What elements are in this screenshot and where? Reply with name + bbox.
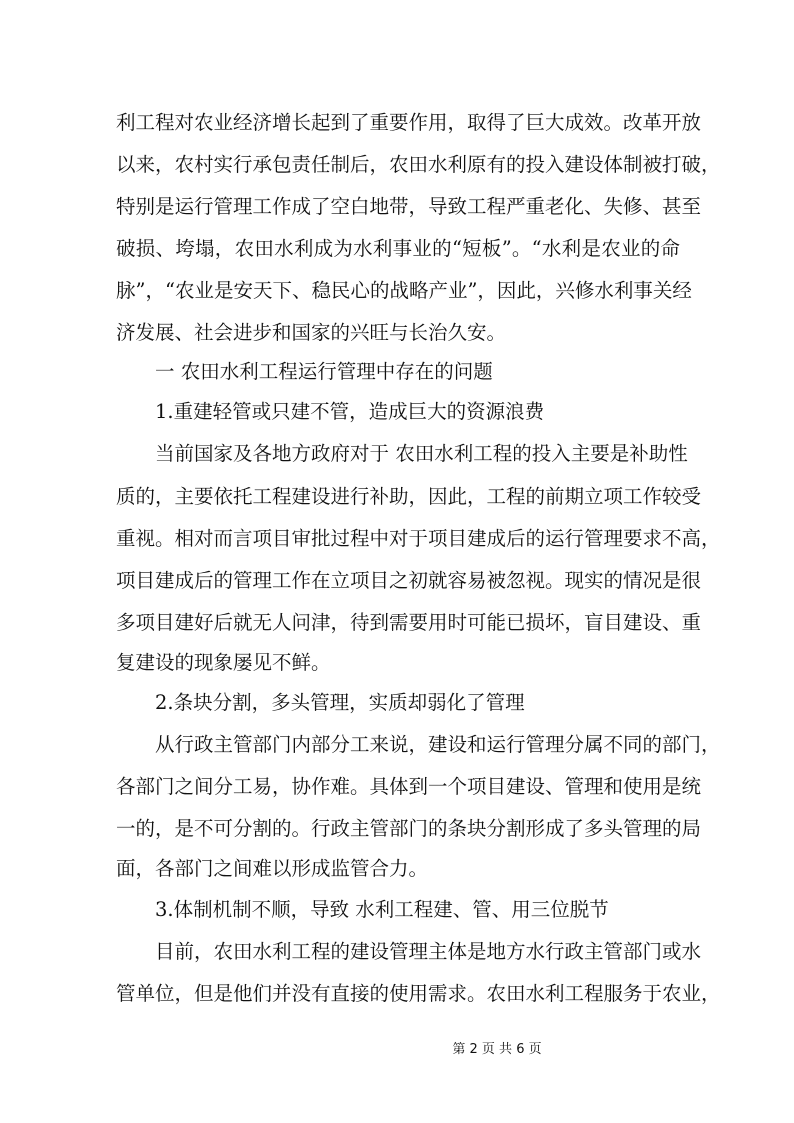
subsection-heading: 3.体制机制不顺，导致 水利工程建、管、用三位脱节: [155, 898, 609, 921]
text-line: 管单位，但是他们并没有直接的使用需求。农田水利工程服务于农业，: [116, 982, 721, 1005]
text-line: 当前国家及各地方政府对于 农田水利工程的投入主要是补助性: [155, 442, 688, 465]
page-number-footer: 第 2 页 共 6 页: [452, 1042, 542, 1057]
text-line: 目前，农田水利工程的建设管理主体是地方水行政主管部门或水: [155, 940, 702, 963]
text-line: 特别是运行管理工作成了空白地带，导致工程严重老化、失修、甚至: [116, 195, 702, 218]
text-line: 复建设的现象屡见不鲜。: [116, 651, 331, 674]
text-line: 济发展、社会进步和国家的兴旺与长治久安。: [116, 321, 507, 344]
text-line: 以来，农村实行承包责任制后，农田水利原有的投入建设体制被打破，: [116, 153, 721, 176]
text-line: 面，各部门之间难以形成监管合力。: [116, 857, 429, 880]
text-line: 各部门之间分工易，协作难。具体到一个项目建设、管理和使用是统: [116, 775, 702, 798]
text-line: 利工程对农业经济增长起到了重要作用，取得了巨大成效。改革开放: [116, 111, 702, 134]
text-line: 脉”，“农业是安天下、稳民心的战略产业”，因此，兴修水利事关经: [116, 279, 692, 302]
subsection-heading: 1.重建轻管或只建不管，造成巨大的资源浪费: [155, 400, 545, 423]
text-line: 从行政主管部门内部分工来说，建设和运行管理分属不同的部门，: [155, 733, 721, 756]
text-line: 破损、垮塌，农田水利成为水利事业的“短板”。“水利是农业的命: [116, 237, 680, 260]
text-line: 一的，是不可分割的。行政主管部门的条块分割形成了多头管理的局: [116, 817, 702, 840]
text-line: 重视。相对而言项目审批过程中对于项目建成后的运行管理要求不高，: [116, 527, 721, 550]
text-line: 项目建成后的管理工作在立项目之初就容易被忽视。现实的情况是很: [116, 569, 702, 592]
text-line: 多项目建好后就无人问津，待到需要用时可能已损坏，盲目建设、重: [116, 611, 702, 634]
subsection-heading: 2.条块分割，多头管理，实质却弱化了管理: [155, 691, 525, 714]
text-line: 质的，主要依托工程建设进行补助，因此，工程的前期立项工作较受: [116, 485, 702, 508]
section-heading: 一 农田水利工程运行管理中存在的问题: [155, 360, 493, 383]
